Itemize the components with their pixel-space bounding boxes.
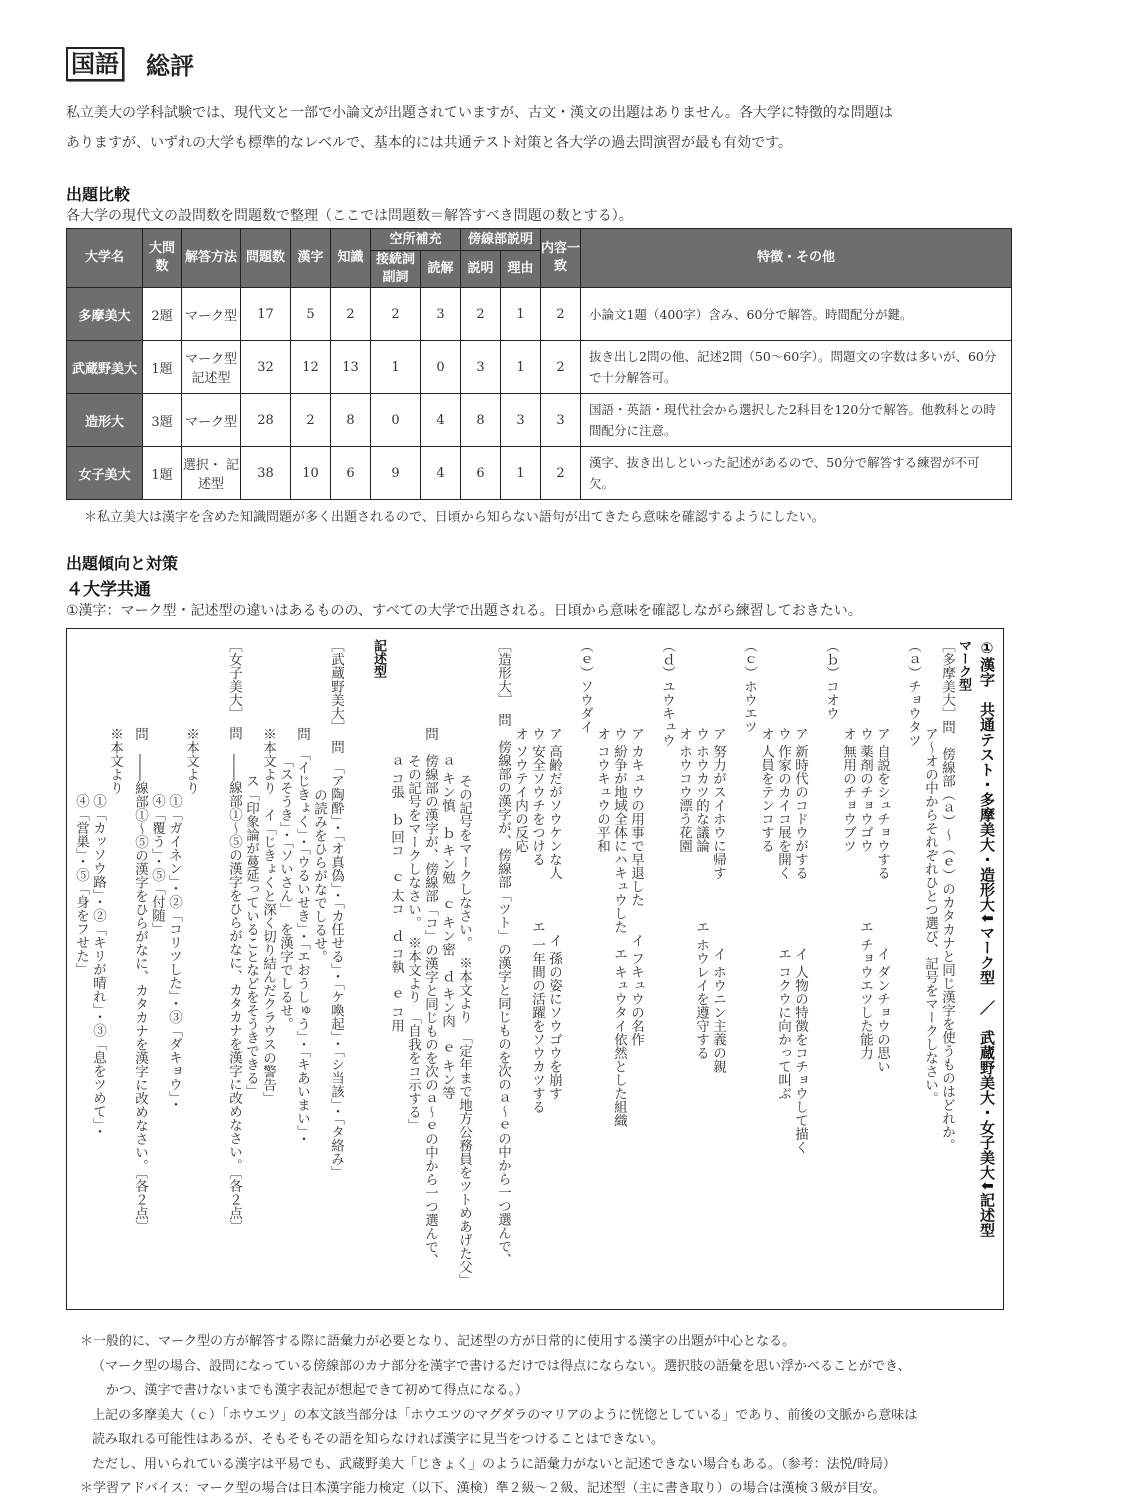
joshibi-label: ［女子美大］	[226, 639, 242, 714]
cell-method: 選択・ 記述型	[182, 447, 241, 500]
header-sideline-explain: 説明	[461, 251, 501, 288]
tama-option: オ 無用のチョウブツ	[840, 726, 856, 853]
musabi-label: ［武蔵野美大］	[328, 639, 344, 727]
cell-kanji: 12	[291, 341, 331, 394]
cell-features: 漢字、抜き出しといった記述があるので、50分で解答する練習が不可欠。	[581, 447, 1012, 500]
cell-questions: 17	[241, 288, 291, 341]
kanji-example-box	[66, 628, 1004, 1310]
tama-option	[692, 727, 709, 1299]
option-u: ウ ホウカツ的な議論	[693, 726, 709, 853]
trends-heading: 出題傾向と対策	[66, 554, 179, 573]
cell-match: 2	[541, 447, 581, 500]
option-i: イ フキュウの名作	[628, 933, 644, 1046]
cell-fill-conj: 0	[371, 394, 421, 447]
note-line: （マーク型の場合、設問になっている傍線部のカナ部分を漢字で書けるだけでは得点にならない。選択肢の語彙を思い浮かべることができ、	[92, 1358, 911, 1374]
joshibi-q2-note: ※本文より	[107, 726, 123, 795]
tama-item-key: （ｃ）ホウエツ	[741, 639, 757, 734]
option-u: ウ 紛争が地域全体にハキュウした	[611, 726, 627, 934]
table-header-row	[67, 229, 1012, 251]
cell-university: 多摩美大	[67, 288, 143, 341]
box-title: ①漢字 共通テスト・多摩美大・造形大⬇マーク型 ／ 武蔵野美大・女子美大⬇記述型	[978, 639, 996, 1238]
tama-item-key: （ｅ）ソウダイ	[577, 639, 593, 734]
page-title: 総評	[146, 52, 194, 80]
zokei-q1-options: ａ キン慎 ｂ キン勉 ｃ キン密 ｄ キン肉 ｅ キン等	[439, 753, 455, 1100]
comparison-heading: 出題比較	[66, 185, 131, 204]
note-line: ただし、用いられている漢字は平易でも、武蔵野美大「じきょく」のように語彙力がないと記述できない場合もある。（参考：法悦/時局）	[92, 1456, 896, 1472]
cell-fill-read: 4	[421, 394, 461, 447]
comparison-table	[66, 228, 1012, 500]
musabi-note2: ス「印象論が蔓延っていることなどをそうきできる」	[243, 774, 259, 1098]
option-i: イ 孫の姿にソウゴウを崩す	[546, 933, 562, 1100]
note-line: ＊一般的に、マーク型の方が解答する際に語彙力が必要となり、記述型の方が日常的に使用する漢字の出題が中心となる。	[80, 1334, 796, 1349]
cell-match: 2	[541, 341, 581, 394]
table-row	[67, 341, 1012, 394]
cell-fill-read: 3	[421, 288, 461, 341]
cell-reason: 1	[501, 341, 541, 394]
cell-reason: 1	[501, 288, 541, 341]
musabi-q1-text: 問 「ア陶酔」・「オ真偽」・「カ任せる」・「ケ喚起」・「シ当該」・「タ絡み」	[328, 740, 344, 1179]
intro-line: ありますが、いずれの大学も標準的なレベルで、基本的には共通テスト対策と各大学の過去問演習が最も有効です。	[66, 135, 793, 151]
cell-kanji: 5	[291, 288, 331, 341]
header-university: 大学名	[67, 229, 143, 288]
header-features: 特徴・その他	[581, 229, 1012, 288]
cell-university: 造形大	[67, 394, 143, 447]
cell-knowledge: 2	[331, 288, 371, 341]
cell-match: 3	[541, 394, 581, 447]
tama-option: オ ホウコウ漂う花園	[676, 726, 692, 853]
option-u: ウ 作家のカイコ展を開く	[775, 726, 791, 880]
joshibi-q1-items: ④「覆う」・⑤「付随」	[149, 794, 165, 936]
cell-knowledge: 13	[331, 341, 371, 394]
kijutsu-type-label: 記述型	[371, 639, 386, 678]
tama-option: オ コウキュウの平和	[594, 726, 610, 853]
cell-explain: 2	[461, 288, 501, 341]
cell-fill-read: 0	[421, 341, 461, 394]
header-sections: 大問数	[143, 229, 182, 288]
header-questions: 問題数	[241, 229, 291, 288]
joshibi-q2: 問 ――線部①〜⑤の漢字をひらがなに、カタカナを漢字に改めなさい。〔各２点〕	[132, 726, 148, 1233]
tama-option: オ 人員をテンコする	[758, 726, 774, 853]
cell-sections: 1題	[143, 341, 182, 394]
cell-questions: 38	[241, 447, 291, 500]
tama-item-key: （ｄ）ユウキュウ	[659, 639, 675, 747]
option-u: ウ 安全ソウチをつける	[529, 726, 545, 867]
header-fill-read: 読解	[421, 251, 461, 288]
cell-reason: 1	[501, 447, 541, 500]
cell-match: 2	[541, 288, 581, 341]
option-e: エ 一年間の活躍をソウカツする	[529, 920, 545, 1114]
note-line: かつ、漢字で書けないまでも漢字表記が想起できて初めて得点になる。）	[106, 1383, 528, 1398]
header-knowledge: 知識	[331, 229, 371, 288]
trends-lead: ①漢字：マーク型・記述型の違いはあるものの、すべての大学で出題される。日頃から意味を確認しながら練習しておきたい。	[66, 603, 862, 619]
tama-q2: ア〜オの中からそれぞれひとつ選び、記号をマークしなさい。	[922, 726, 938, 1105]
musabi-q2: 問 「イじきょく」・「ウるいせき」・「エおうしゅう」・「キあいまい」・	[294, 726, 310, 1146]
zokei-q1b: その記号をマークしなさい。 ※本文より 「定年まで地方公務員をツトめあげた父」	[456, 774, 472, 1287]
comparison-subheading: 各大学の現代文の設問数を問題数で整理（ここでは問題数＝解答すべき問題の数とする）。	[66, 208, 633, 224]
tama-option: オ ソウテイ内の反応	[512, 726, 528, 853]
tama-label: ［多摩美大］	[939, 639, 955, 720]
option-i: イ 人物の特徴をコチョウして描く	[792, 947, 808, 1154]
tama-option	[528, 727, 545, 1299]
cell-explain: 6	[461, 447, 501, 500]
trends-subheading: ４大学共通	[66, 580, 151, 600]
cell-explain: 8	[461, 394, 501, 447]
cell-kanji: 2	[291, 394, 331, 447]
option-i: イ ホウニン主義の親	[710, 947, 726, 1073]
cell-fill-conj: 2	[371, 288, 421, 341]
musabi-q1b: の読みをひらがなでしるせ。	[311, 787, 327, 963]
cell-method: マーク型 記述型	[182, 341, 241, 394]
joshibi-q1	[225, 639, 242, 1299]
table-row	[67, 288, 1012, 341]
option-a: ア 新時代のコドウがする	[792, 726, 808, 880]
tama-option	[774, 727, 791, 1299]
option-e: エ キュウタイ依然とした組織	[611, 947, 627, 1127]
note-line: ＊学習アドバイス：マーク型の場合は日本漢字能力検定（以下、漢検）準２級〜２級、記述型（主に書き取り）の場合は漢検３級が目安。	[80, 1481, 886, 1496]
note-line: 読み取れる可能性はあるが、そもそもその語を知らなければ漢字に見当をつけることはできない。	[92, 1432, 665, 1447]
option-a: ア カキュウの用事で早退した	[628, 726, 644, 907]
header-sideline-group: 傍線部説明	[461, 229, 541, 251]
option-a: ア 努力がスイホウに帰す	[710, 726, 726, 880]
cell-university: 武蔵野美大	[67, 341, 143, 394]
tama-question	[938, 639, 955, 1299]
tama-option	[709, 727, 726, 1299]
tama-option	[873, 727, 890, 1299]
cell-questions: 32	[241, 341, 291, 394]
cell-explain: 3	[461, 341, 501, 394]
option-e: エ チョウエツした能力	[857, 920, 873, 1060]
header-method: 解答方法	[182, 229, 241, 288]
header-content-match: 内容一致	[541, 229, 581, 288]
tama-option	[791, 727, 808, 1299]
cell-fill-conj: 9	[371, 447, 421, 500]
zokei-label: ［造形大］	[495, 639, 511, 700]
intro-paragraph	[66, 98, 1056, 158]
cell-reason: 3	[501, 394, 541, 447]
tama-item-key: （ｂ）コオウ	[823, 639, 839, 720]
table-row	[67, 394, 1012, 447]
option-a: ア 高齢だがソウケンな人	[546, 726, 562, 880]
cell-university: 女子美大	[67, 447, 143, 500]
subject-label: 国語	[66, 47, 124, 81]
joshibi-q2-items: ①「カッソウ路」・②「キリが晴れ」・③「息をツめて」・	[90, 794, 106, 1139]
cell-knowledge: 6	[331, 447, 371, 500]
cell-method: マーク型	[182, 288, 241, 341]
mark-type-label: マーク型	[956, 639, 971, 691]
comparison-footnote: ＊私立美大は漢字を含めた知識問題が多く出題されるので、日頃から知らない語句が出てきたら意味を確認するようにしたい。	[84, 510, 825, 525]
cell-features: 国語・英語・現代社会から選択した2科目を120分で解答。他教科との時間配分に注意。	[581, 394, 1012, 447]
cell-sections: 3題	[143, 394, 182, 447]
tama-item-key: （ａ）チョウタツ	[905, 639, 921, 747]
joshibi-q1-text: 問 ――線部①〜⑤の漢字をひらがなに、カタカナを漢字に改めなさい。〔各２点〕	[226, 726, 242, 1233]
cell-knowledge: 8	[331, 394, 371, 447]
cell-features: 小論文1題（400字）含み、60分で解答。時間配分が鍵。	[581, 288, 1012, 341]
header-fill-group: 空所補充	[371, 229, 461, 251]
musabi-q2b: 「スそうき」・「ソいさん」 を漢字でしるせ。	[277, 753, 293, 1031]
vertical-text	[72, 639, 995, 1299]
musabi-note: ※本文より イ「じきょくと深く切り結んだクラウスの警告」	[260, 726, 276, 1105]
header-sideline-reason: 理由	[501, 251, 541, 288]
zokei-q1	[494, 639, 511, 1299]
option-u: ウ 薬剤のチョウゴウ	[857, 726, 873, 853]
joshibi-q1-items: ①「ガイネン」・②「コリツした」・③「ダキョウ」・	[166, 794, 182, 1112]
bottom-notes	[80, 1330, 1024, 1502]
note-line: 上記の多摩美大（ｃ）「ホウエツ」の本文該当部分は「ホウエツのマグダラのマリアのように恍惚としている」であり、前後の文脈から意味は	[92, 1407, 918, 1423]
cell-method: マーク型	[182, 394, 241, 447]
zokei-q1-text: 問 傍線部の漢字が、傍線部「ツト」の漢字と同じものを次のａ〜ｅの中から一つ選んで、	[495, 713, 511, 1267]
tama-q: 問 傍線部（ａ）〜（ｅ）のカタカナと同じ漢字を使うものはどれか。	[939, 720, 955, 1152]
cell-questions: 28	[241, 394, 291, 447]
option-i: イ ダンチョウの思い	[874, 947, 890, 1073]
cell-kanji: 10	[291, 447, 331, 500]
zokei-q2: 問 傍線部の漢字が、傍線部「コ」の漢字と同じものを次のａ〜ｅの中から一つ選んで、	[422, 726, 438, 1267]
header-kanji: 漢字	[291, 229, 331, 288]
cell-sections: 1題	[143, 447, 182, 500]
tama-option	[545, 727, 562, 1299]
cell-sections: 2題	[143, 288, 182, 341]
option-e: エ コクウに向かって叫ぶ	[775, 947, 791, 1100]
table-row	[67, 447, 1012, 500]
zokei-q2-options: ａ コ張 ｂ 回コ ｃ 太コ ｄ コ執 ｅ コ用	[388, 753, 404, 1032]
musabi-q1	[327, 639, 344, 1299]
tama-option	[610, 727, 627, 1299]
zokei-q2b: その記号をマークしなさい。 ※本文より 「自我をコ示する」	[405, 753, 421, 1132]
intro-line: 私立美大の学科試験では、現代文と一部で小論文が出題されていますが、古文・漢文の出題はありません。各大学に特徴的な問題は	[66, 105, 893, 121]
joshibi-q1-note: ※本文より	[183, 726, 199, 795]
option-e: エ ホウレイを遵守する	[693, 920, 709, 1060]
cell-fill-read: 4	[421, 447, 461, 500]
joshibi-q2-items: ④「営巣」・⑤「身をフせた」	[73, 794, 89, 977]
tama-option	[856, 727, 873, 1299]
tama-option	[627, 727, 644, 1299]
cell-features: 抜き出し2問の他、記述2問（50〜60字）。問題文の字数は多いが、60分で十分解答可。	[581, 341, 1012, 394]
cell-fill-conj: 1	[371, 341, 421, 394]
header-fill-conj: 接続詞副詞	[371, 251, 421, 288]
page-header	[66, 46, 194, 81]
option-a: ア 自説をシュチョウする	[874, 726, 890, 880]
